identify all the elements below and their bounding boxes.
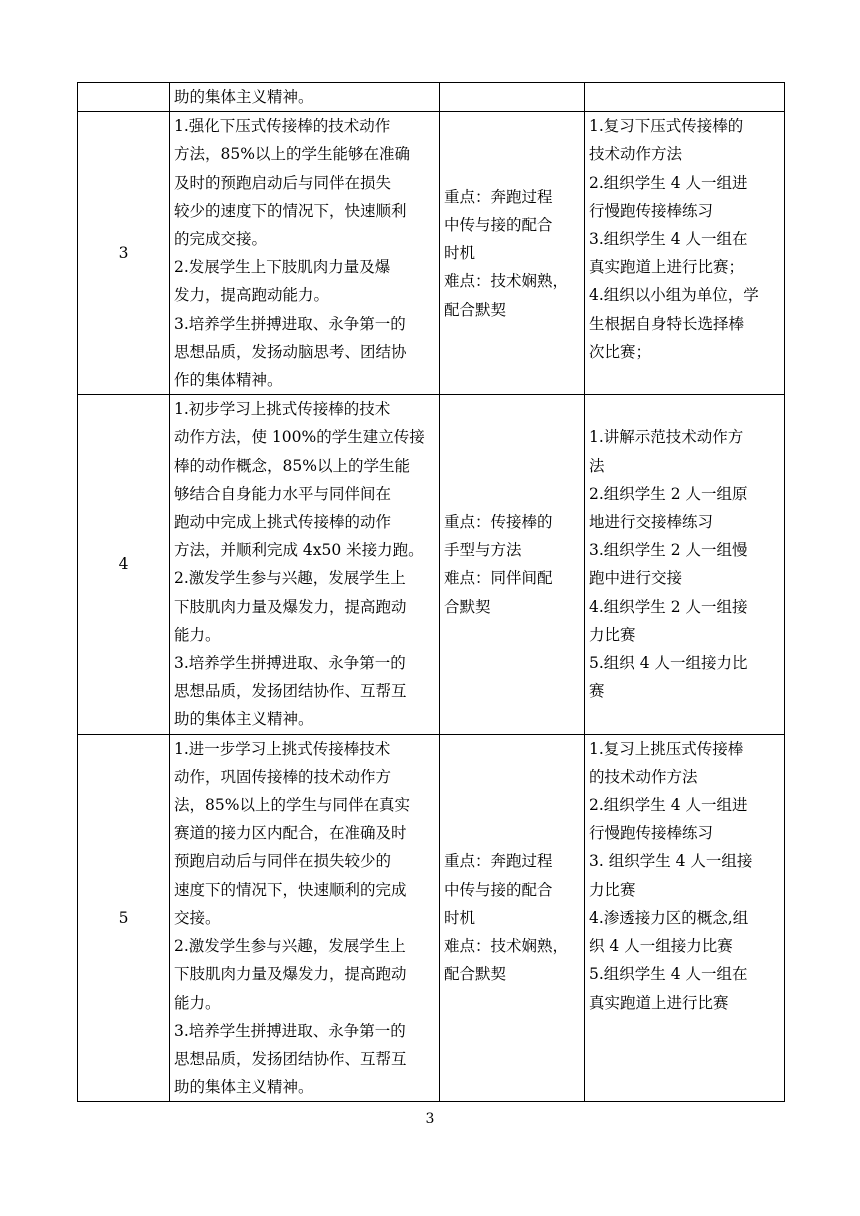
goal-line: 预跑启动后与同伴在损失较少的 (174, 852, 392, 871)
key-points-cell (440, 395, 585, 734)
goal-line: 助的集体主义精神。 (174, 88, 314, 106)
method-line: 跑中进行交接 (589, 569, 683, 588)
method-line: 3. 组织学生 4 人一组接 (589, 852, 753, 871)
goal-line: 1.强化下压式传接棒的技术动作 (174, 117, 391, 136)
table-row (78, 83, 785, 112)
key-points-cell (440, 83, 585, 112)
key-points-cell (440, 112, 585, 395)
goal-line: 速度下的情况下，快速顺利的完成 (174, 880, 407, 899)
method-line: 法 (589, 456, 605, 475)
goal-line: 动作方法，使 100%的学生建立传接 (174, 428, 425, 447)
method-line: 力比赛 (589, 625, 636, 644)
methods-cell (585, 83, 785, 112)
goal-line: 够结合自身能力水平与同伴间在 (174, 484, 392, 503)
method-line: 真实跑道上进行比赛； (589, 258, 745, 277)
goal-line: 1.初步学习上挑式传接棒的技术 (174, 400, 391, 419)
goal-line: 方法，并顺利完成 4x50 米接力跑。 (174, 541, 424, 560)
lesson-number-cell: 4 (78, 395, 170, 734)
method-line: 3.组织学生 2 人一组慢 (589, 541, 748, 560)
method-line: 行慢跑传接棒练习 (589, 201, 714, 220)
key-line: 配合默契 (444, 300, 507, 319)
method-line: 地进行交接棒练习 (589, 513, 714, 532)
lesson-plan-table (77, 82, 785, 1102)
method-line: 1.讲解示范技术动作方 (589, 428, 744, 447)
table-row (78, 395, 785, 734)
goal-line: 2.激发学生参与兴趣，发展学生上 (174, 937, 406, 956)
key-points-cell (440, 734, 585, 1102)
method-line: 的技术动作方法 (589, 767, 698, 786)
goal-line: 方法，85%以上的学生能够在准确 (174, 145, 410, 164)
goal-line: 3.培养学生拼搏进取、永争第一的 (174, 1021, 406, 1040)
goal-line: 助的集体主义精神。 (174, 1078, 314, 1097)
goal-line: 能力。 (174, 993, 221, 1012)
goal-line: 2.激发学生参与兴趣，发展学生上 (174, 569, 406, 588)
key-line: 中传与接的配合 (444, 880, 553, 899)
method-line: 力比赛 (589, 880, 636, 899)
goal-line: 动作，巩固传接棒的技术动作方 (174, 767, 392, 786)
goals-cell (170, 395, 440, 734)
key-line: 手型与方法 (444, 541, 522, 560)
method-line: 4.组织以小组为单位，学 (589, 286, 759, 305)
page-number: 3 (425, 1111, 435, 1127)
goal-line: 思想品质，发扬团结协作、互帮互 (174, 1049, 407, 1068)
method-line: 行慢跑传接棒练习 (589, 824, 714, 843)
goal-line: 法，85%以上的学生与同伴在真实 (174, 796, 410, 815)
goal-line: 3.培养学生拼搏进取、永争第一的 (174, 314, 406, 333)
table-row (78, 734, 785, 1102)
table-row (78, 112, 785, 395)
method-line: 赛 (589, 682, 605, 701)
goal-line: 及时的预跑启动后与同伴在损失 (174, 173, 392, 192)
method-line: 5.组织 4 人一组接力比 (589, 654, 748, 673)
method-line: 技术动作方法 (589, 145, 683, 164)
method-line: 次比赛； (589, 342, 652, 361)
key-line: 配合默契 (444, 965, 507, 984)
method-line: 1.复习下压式传接棒的 (589, 117, 744, 136)
key-line: 时机 (444, 908, 476, 927)
goal-line: 2.发展学生上下肢肌肉力量及爆 (174, 258, 391, 277)
method-line: 2.组织学生 4 人一组进 (589, 796, 748, 815)
goal-line: 助的集体主义精神。 (174, 710, 314, 729)
key-line: 时机 (444, 244, 476, 263)
method-line: 5.组织学生 4 人一组在 (589, 965, 748, 984)
key-line: 难点：技术娴熟， (444, 272, 569, 291)
goal-line: 思想品质，发扬团结协作、互帮互 (174, 682, 407, 701)
goal-line: 的完成交接。 (174, 230, 268, 249)
goals-cell (170, 734, 440, 1102)
goal-line: 下肢肌肉力量及爆发力，提高跑动 (174, 597, 407, 616)
method-line: 2.组织学生 2 人一组原 (589, 484, 748, 503)
key-line: 中传与接的配合 (444, 215, 553, 234)
goal-line: 发力，提高跑动能力。 (174, 286, 330, 305)
goal-line: 赛道的接力区内配合，在准确及时 (174, 824, 407, 843)
goal-line: 较少的速度下的情况下，快速顺利 (174, 201, 407, 220)
goals-cell (170, 112, 440, 395)
method-line: 2.组织学生 4 人一组进 (589, 173, 748, 192)
goal-line: 1.进一步学习上挑式传接棒技术 (174, 739, 391, 758)
goal-line: 棒的动作概念，85%以上的学生能 (174, 456, 410, 475)
key-line: 重点：奔跑过程 (444, 852, 553, 871)
goal-line: 作的集体精神。 (174, 371, 283, 390)
key-line: 合默契 (444, 597, 491, 616)
lesson-number-cell: 3 (78, 112, 170, 395)
methods-cell (585, 395, 785, 734)
goals-cell (170, 83, 440, 112)
key-line: 难点：同伴间配 (444, 569, 553, 588)
goal-line: 思想品质，发扬动脑思考、团结协 (174, 342, 407, 361)
goal-line: 下肢肌肉力量及爆发力，提高跑动 (174, 965, 407, 984)
goal-line: 交接。 (174, 908, 221, 927)
lesson-number-cell: 5 (78, 734, 170, 1102)
methods-cell (585, 112, 785, 395)
methods-cell (585, 734, 785, 1102)
key-line: 重点：奔跑过程 (444, 187, 553, 206)
method-line: 织 4 人一组接力比赛 (589, 937, 733, 956)
method-line: 真实跑道上进行比赛 (589, 993, 729, 1012)
method-line: 1.复习上挑压式传接棒 (589, 739, 744, 758)
method-line: 3.组织学生 4 人一组在 (589, 230, 748, 249)
method-line: 4.渗透接力区的概念,组 (589, 908, 749, 927)
key-line: 难点：技术娴熟， (444, 937, 569, 956)
method-line: 4.组织学生 2 人一组接 (589, 597, 748, 616)
key-line: 重点：传接棒的 (444, 513, 553, 532)
goal-line: 跑动中完成上挑式传接棒的动作 (174, 513, 392, 532)
method-line: 生根据自身特长选择棒 (589, 314, 745, 333)
goal-line: 3.培养学生拼搏进取、永争第一的 (174, 654, 406, 673)
goal-line: 能力。 (174, 625, 221, 644)
lesson-number-cell (78, 83, 170, 112)
